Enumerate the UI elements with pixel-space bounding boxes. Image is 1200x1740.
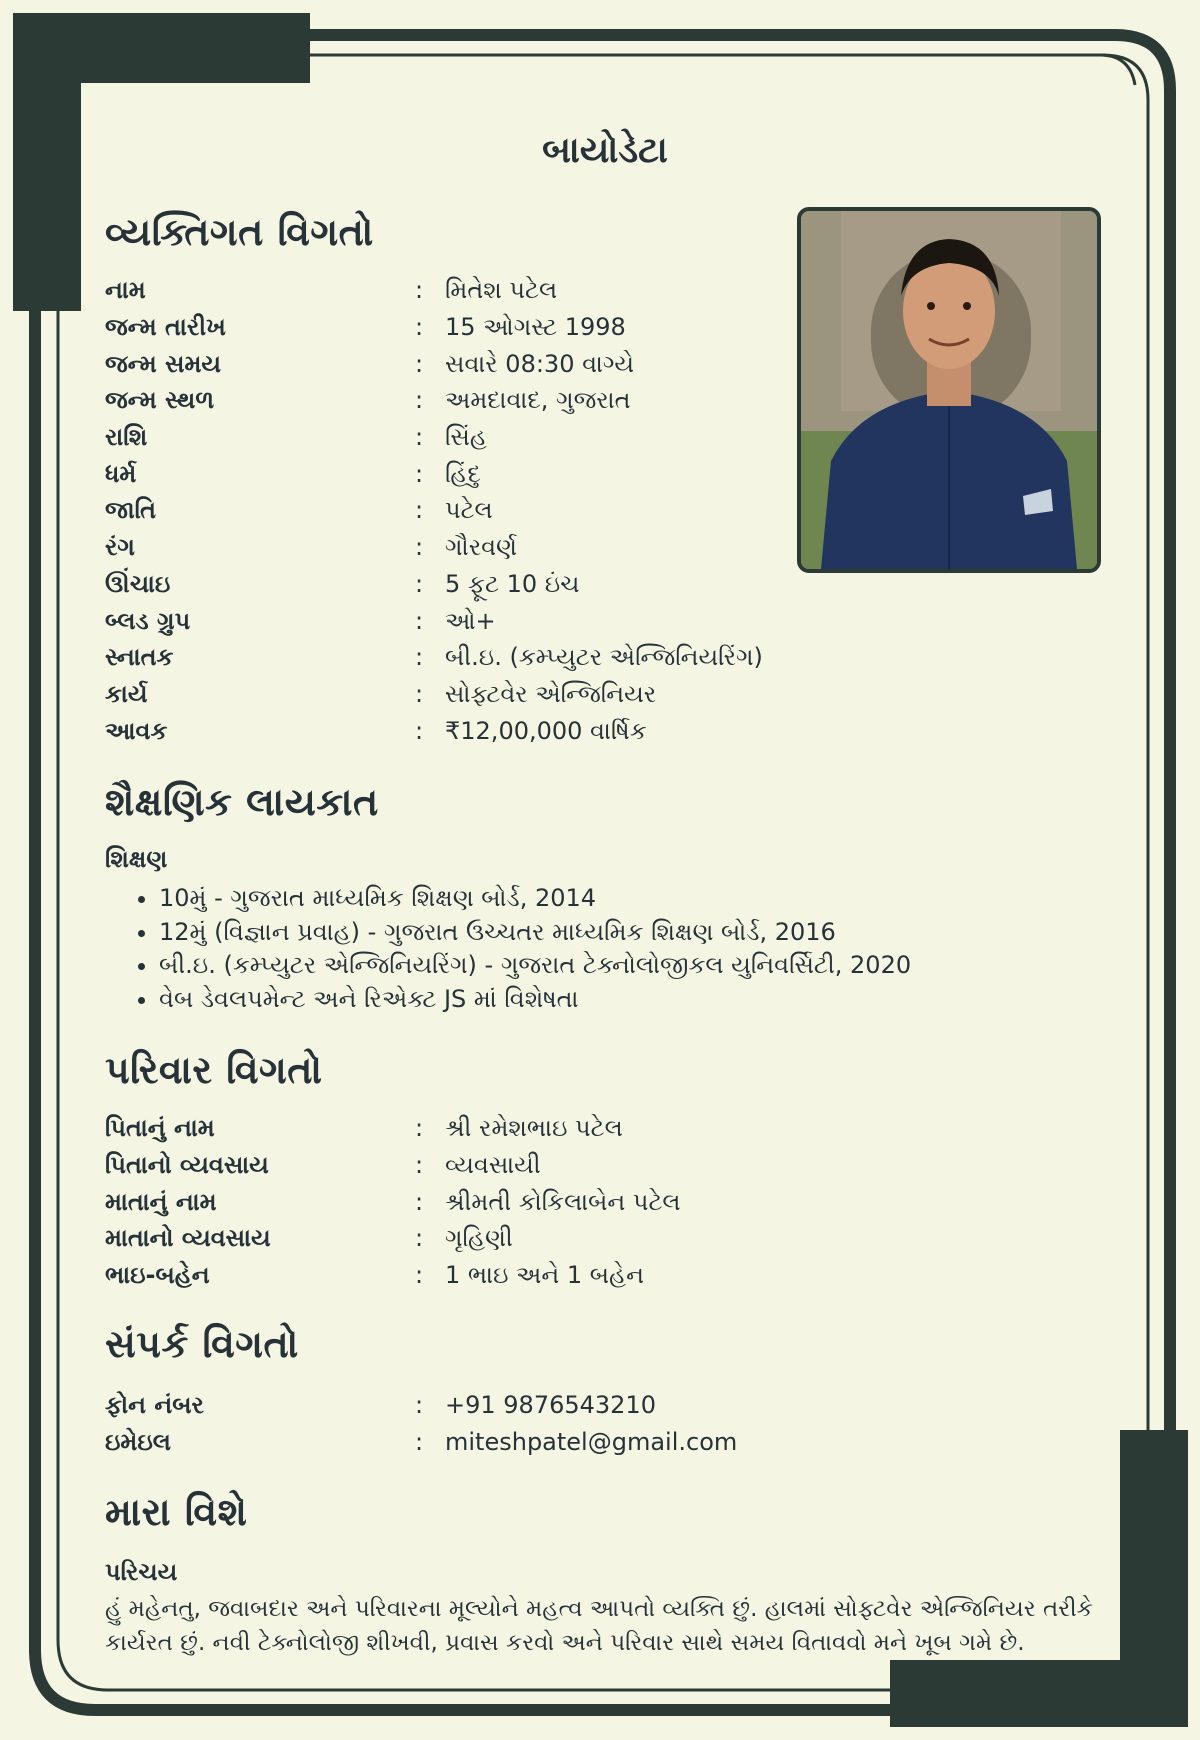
- colon-separator: :: [415, 569, 424, 598]
- family-detail-value: ગૃહિણી: [445, 1224, 513, 1253]
- personal-detail-value: બી.ઇ. (કમ્પ્યુટર એન્જિનિયરિંગ): [445, 643, 763, 672]
- personal-detail-value: અમદાવાદ, ગુજરાત: [445, 386, 631, 415]
- colon-separator: :: [415, 679, 424, 708]
- personal-detail-row: [105, 566, 805, 603]
- personal-details-heading: વ્યક્તિગત વિગતો: [105, 210, 374, 254]
- personal-detail-row: [105, 676, 805, 713]
- colon-separator: :: [415, 606, 424, 635]
- personal-detail-value: ₹12,00,000 વાર્ષિક: [445, 716, 647, 745]
- colon-separator: :: [415, 459, 424, 488]
- personal-detail-value: 5 ફૂટ 10 ઇંચ: [445, 569, 580, 598]
- personal-detail-row: [105, 272, 805, 309]
- colon-separator: :: [415, 423, 424, 452]
- personal-detail-row: [105, 419, 805, 456]
- colon-separator: :: [415, 1391, 424, 1420]
- education-heading: શૈક્ષણિક લાયકાત: [105, 780, 379, 824]
- personal-detail-value: સિંહ: [445, 423, 487, 452]
- education-subheading: શિક્ષણ: [105, 845, 168, 873]
- personal-detail-label: સ્નાતક: [105, 643, 174, 672]
- education-item: • વેબ ડેવલપમેન્ટ અને રિએક્ટ JS માં વિશેષતા: [159, 983, 911, 1017]
- personal-detail-row: [105, 455, 805, 492]
- personal-detail-value: હિંદુ: [445, 459, 481, 488]
- personal-detail-value: મિતેશ પટેલ: [445, 276, 558, 305]
- colon-separator: :: [415, 386, 424, 415]
- personal-detail-value: 15 ઓગસ્ટ 1998: [445, 313, 626, 342]
- contact-detail-value: miteshpatel@gmail.com: [445, 1428, 738, 1457]
- family-detail-label: માતાનો વ્યવસાય: [105, 1224, 271, 1253]
- personal-details-list: [105, 272, 805, 749]
- corner-block-top-left-h: [13, 13, 310, 83]
- personal-detail-label: રંગ: [105, 533, 135, 562]
- colon-separator: :: [415, 1224, 424, 1253]
- family-detail-label: માતાનું નામ: [105, 1187, 217, 1216]
- contact-details-heading: સંપર્ક વિગતો: [105, 1322, 299, 1366]
- family-details-heading: પરિવાર વિગતો: [105, 1048, 323, 1092]
- personal-detail-row: [105, 712, 805, 749]
- profile-photo: [797, 207, 1101, 573]
- education-item: • 12મું (વિજ્ઞાન પ્રવાહ) - ગુજરાત ઉચ્ચતર માધ્યમિક શિક્ષણ બોર્ડ, 2016: [159, 916, 911, 950]
- document-title: બાયોડેટા: [542, 130, 668, 171]
- personal-detail-row: [105, 309, 805, 346]
- personal-detail-label: જાતિ: [105, 496, 156, 525]
- corner-block-top-left-v: [13, 13, 81, 311]
- colon-separator: :: [415, 1428, 424, 1457]
- family-detail-value: 1 ભાઇ અને 1 બહેન: [445, 1261, 644, 1290]
- personal-detail-value: સોફ્ટવેર એન્જિનિયર: [445, 679, 657, 708]
- personal-detail-label: બ્લડ ગ્રુપ: [105, 606, 191, 635]
- family-detail-value: શ્રી રમેશભાઇ પટેલ: [445, 1114, 623, 1143]
- contact-detail-row: [105, 1387, 805, 1424]
- personal-detail-value: ઓ+: [445, 606, 496, 635]
- education-item: • 10મું - ગુજરાત માધ્યમિક શિક્ષણ બોર્ડ, 2014: [159, 882, 911, 916]
- family-detail-label: ભાઇ-બહેન: [105, 1261, 210, 1290]
- personal-detail-row: [105, 602, 805, 639]
- family-details-list: [105, 1110, 805, 1293]
- corner-block-bottom-right-h: [890, 1660, 1188, 1727]
- personal-detail-value: ગૌરવર્ણ: [445, 533, 517, 562]
- colon-separator: :: [415, 1261, 424, 1290]
- personal-detail-label: જન્મ તારીખ: [105, 313, 226, 342]
- personal-detail-label: ઊંચાઇ: [105, 569, 171, 598]
- personal-detail-value: સવારે 08:30 વાગ્યે: [445, 349, 635, 378]
- personal-detail-label: આવક: [105, 716, 168, 745]
- family-detail-row: [105, 1147, 805, 1184]
- personal-detail-row: [105, 345, 805, 382]
- family-detail-row: [105, 1183, 805, 1220]
- colon-separator: :: [415, 716, 424, 745]
- family-detail-value: વ્યવસાયી: [445, 1151, 541, 1180]
- corner-block-bottom-right-v: [1120, 1430, 1188, 1727]
- personal-detail-row: [105, 492, 805, 529]
- colon-separator: :: [415, 643, 424, 672]
- contact-detail-label: ઇમેઇલ: [105, 1428, 171, 1457]
- contact-detail-label: ફોન નંબર: [105, 1391, 204, 1420]
- personal-detail-row: [105, 639, 805, 676]
- personal-detail-label: રાશિ: [105, 423, 148, 452]
- personal-detail-label: નામ: [105, 276, 146, 305]
- personal-detail-row: [105, 382, 805, 419]
- family-detail-row: [105, 1110, 805, 1147]
- family-detail-row: [105, 1257, 805, 1294]
- personal-detail-value: પટેલ: [445, 496, 493, 525]
- family-detail-row: [105, 1220, 805, 1257]
- personal-detail-label: જન્મ સ્થળ: [105, 386, 215, 415]
- education-item: • બી.ઇ. (કમ્પ્યુટર એન્જિનિયરિંગ) - ગુજરાત ટેક્નોલોજીકલ યુનિવર્સિટી, 2020: [159, 949, 911, 983]
- personal-detail-row: [105, 529, 805, 566]
- personal-detail-label: જન્મ સમય: [105, 349, 222, 378]
- portrait-image: [801, 211, 1097, 569]
- colon-separator: :: [415, 496, 424, 525]
- colon-separator: :: [415, 1187, 424, 1216]
- colon-separator: :: [415, 533, 424, 562]
- family-detail-label: પિતાનો વ્યવસાય: [105, 1151, 269, 1180]
- colon-separator: :: [415, 1151, 424, 1180]
- contact-detail-value: +91 9876543210: [445, 1391, 656, 1420]
- colon-separator: :: [415, 1114, 424, 1143]
- family-detail-label: પિતાનું નામ: [105, 1114, 215, 1143]
- about-text: હું મહેનતુ, જવાબદાર અને પરિવારના મૂલ્યોને મહત્વ આપતો વ્યક્તિ છું. હાલમાં સોફ્ટવેર એન્જિનિયર તરીકે કાર્યરત છું. નવી ટેક્નોલોજી શીખવી, પ્રવાસ કરવો અને પરિવાર સાથે સમય વિતાવવો મને ખૂબ ગમે છે.: [105, 1596, 1093, 1656]
- family-detail-value: શ્રીમતી કોકિલાબેન પટેલ: [445, 1187, 681, 1216]
- personal-detail-label: કાર્ય: [105, 679, 148, 708]
- colon-separator: :: [415, 313, 424, 342]
- colon-separator: :: [415, 349, 424, 378]
- personal-detail-label: ધર્મ: [105, 459, 137, 488]
- colon-separator: :: [415, 276, 424, 305]
- about-me-heading: મારા વિશે: [105, 1490, 248, 1534]
- contact-detail-row: [105, 1424, 805, 1461]
- about-subheading: પરિચય: [105, 1558, 178, 1586]
- education-list: [129, 882, 911, 1016]
- contact-details-list: [105, 1387, 805, 1460]
